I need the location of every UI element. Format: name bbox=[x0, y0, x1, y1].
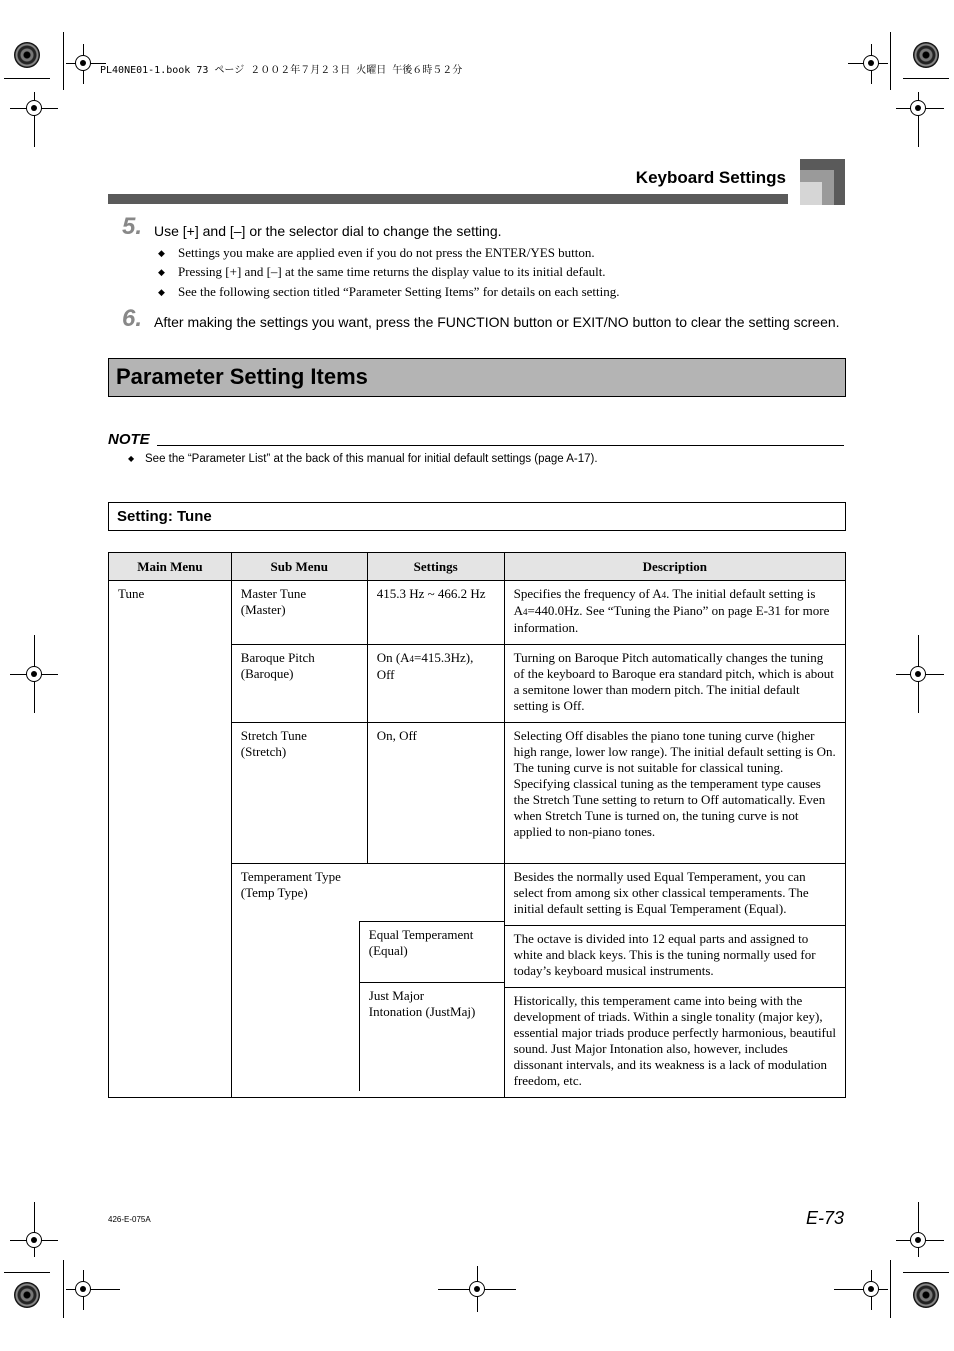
main-menu-cell: Tune bbox=[109, 581, 232, 1098]
description-cell: Historically, this temperament came into being with the development of triads. Within a single tonality (major key), essential major triads produce perfectly harmonious, beautiful sound. Just Major Intonation also, however, includes dissonant intervals, and its weakness is a lack of modulation freedom, etc. bbox=[504, 988, 845, 1098]
registration-target-icon bbox=[910, 100, 926, 116]
crop-mark bbox=[903, 78, 949, 79]
registration-ball-icon bbox=[913, 42, 939, 68]
bullet-item: ◆ Settings you make are applied even if you do not press the ENTER/YES button. bbox=[158, 245, 595, 260]
registration-target-icon bbox=[75, 1281, 91, 1297]
description-cell: Turning on Baroque Pitch automatically changes the tuning of the keyboard to Baroque era standard pitch, which is about a semitone lower than modern pitch. The initial default setting is Off. bbox=[504, 645, 845, 723]
table-row bbox=[109, 581, 846, 645]
crop-mark bbox=[34, 1202, 35, 1257]
column-header: Sub Menu bbox=[231, 553, 367, 581]
print-metadata: PL40NE01-1.book 73 ページ ２００２年７月２３日 火曜日 午後６時５２分 bbox=[100, 65, 463, 76]
crop-mark bbox=[4, 78, 50, 79]
bullet-diamond-icon: ◆ bbox=[158, 248, 165, 258]
section-heading-box bbox=[108, 358, 846, 397]
registration-ball-icon bbox=[14, 1282, 40, 1308]
description-cell: Specifies the frequency of A4. The initial default setting is A4=440.0Hz. See “Tuning the Piano” on page E-31 for more information. bbox=[504, 581, 845, 645]
section-title: Parameter Setting Items bbox=[116, 364, 368, 389]
sub-menu-spacer bbox=[232, 921, 360, 1091]
registration-target-icon bbox=[26, 1232, 42, 1248]
settings-cell: 415.3 Hz ~ 466.2 Hz bbox=[367, 581, 504, 645]
crop-mark bbox=[4, 1272, 50, 1273]
subsection-title: Setting: Tune bbox=[117, 508, 212, 525]
table-header-row bbox=[109, 553, 846, 581]
sub-menu-cell: Stretch Tune (Stretch) bbox=[231, 723, 367, 864]
page-number: E-73 bbox=[806, 1208, 845, 1228]
settings-stack bbox=[360, 921, 504, 1091]
step-number: 6. bbox=[122, 305, 143, 332]
column-header: Settings bbox=[367, 553, 504, 581]
crop-mark bbox=[63, 1260, 64, 1318]
registration-target-icon bbox=[75, 55, 91, 71]
crop-mark bbox=[918, 1202, 919, 1257]
description-cell: Selecting Off disables the piano tone tuning curve (higher high range, lower low range). The initial default setting is On. The tuning curve is not suitable for classical tuning. Specifying classical tuning as the temperament type causes the Stretch Tune setting to return to Off automatically. Even when Stretch Tune is turned on, the tuning curve is not applied to non-piano tones. bbox=[504, 723, 845, 864]
registration-target-icon bbox=[910, 666, 926, 682]
registration-target-icon bbox=[26, 100, 42, 116]
sub-menu-cell: Baroque Pitch (Baroque) bbox=[231, 645, 367, 723]
bullet-item: ◆ Pressing [+] and [–] at the same time returns the display value to its initial default. bbox=[158, 264, 606, 279]
sub-menu-cell: Master Tune (Master) bbox=[231, 581, 367, 645]
registration-target-icon bbox=[863, 55, 879, 71]
registration-target-icon bbox=[26, 666, 42, 682]
registration-ball-icon bbox=[14, 42, 40, 68]
column-header: Description bbox=[504, 553, 845, 581]
sub-menu-cell: Temperament Type (Temp Type) Equal Temperament (Equal) Just Major Intonation (JustMaj) bbox=[231, 864, 504, 1098]
note-label: NOTE bbox=[108, 431, 150, 448]
footer-code: 426-E-075A bbox=[108, 1215, 151, 1224]
parameter-table bbox=[108, 552, 846, 1098]
note-rule bbox=[157, 445, 844, 446]
subsection-heading-box bbox=[108, 502, 846, 531]
settings-cell: Just Major Intonation (JustMaj) bbox=[360, 982, 504, 1020]
registration-target-icon bbox=[469, 1281, 485, 1297]
column-header: Main Menu bbox=[109, 553, 232, 581]
crop-mark bbox=[890, 32, 891, 90]
step-text: Use [+] and [–] or the selector dial to change the setting. bbox=[154, 223, 502, 239]
registration-target-icon bbox=[863, 1281, 879, 1297]
crop-mark bbox=[903, 1272, 949, 1273]
settings-cell: On (A4=415.3Hz), Off bbox=[367, 645, 504, 723]
chapter-tab-shade bbox=[800, 182, 822, 205]
header-rule bbox=[108, 194, 788, 204]
registration-ball-icon bbox=[913, 1282, 939, 1308]
step-number: 5. bbox=[122, 213, 143, 240]
crop-mark bbox=[63, 32, 64, 90]
crop-mark bbox=[890, 1260, 891, 1318]
crop-mark bbox=[834, 1289, 888, 1290]
step-text: After making the settings you want, press the FUNCTION button or EXIT/NO button to clear the setting screen. bbox=[154, 314, 840, 330]
settings-cell: On, Off bbox=[367, 723, 504, 864]
bullet-item: ◆ See the following section titled “Parameter Setting Items” for details on each setting. bbox=[158, 284, 620, 299]
description-cell: Besides the normally used Equal Temperament, you can select from among six other classical temperaments. The initial default setting is Equal Temperament (Equal). bbox=[504, 864, 845, 926]
registration-target-icon bbox=[910, 1232, 926, 1248]
bullet-diamond-icon: ◆ bbox=[158, 267, 165, 277]
settings-cell: Equal Temperament (Equal) bbox=[360, 921, 504, 982]
description-cell: The octave is divided into 12 equal parts and assigned to white and black keys. This is the tuning normally used for today’s keyboard musical instruments. bbox=[504, 926, 845, 988]
page-header-title: Keyboard Settings bbox=[635, 168, 786, 187]
note-item: ◆ See the “Parameter List” at the back of this manual for initial default settings (page A-17). bbox=[128, 453, 598, 465]
bullet-diamond-icon: ◆ bbox=[128, 454, 135, 463]
bullet-diamond-icon: ◆ bbox=[158, 287, 165, 297]
